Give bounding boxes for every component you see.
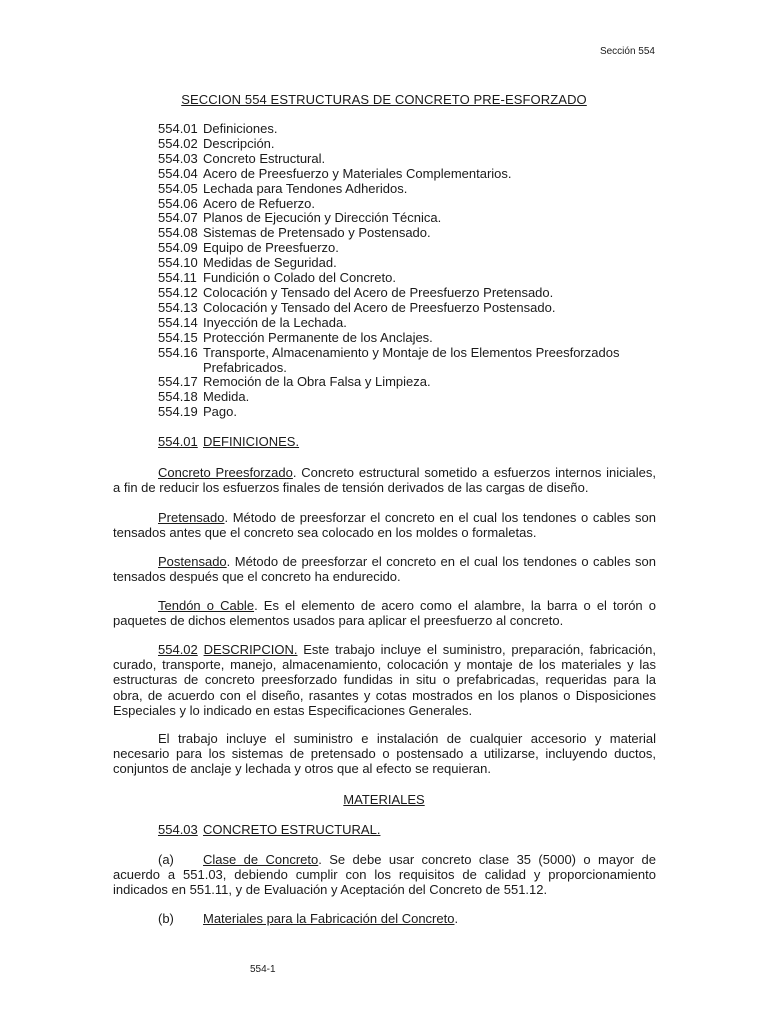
toc-number: 554.15	[158, 329, 198, 345]
definition-term: Pretensado	[158, 510, 225, 525]
section-number: 554.01	[158, 434, 198, 449]
toc-number: 554.08	[158, 225, 198, 241]
definition-term: Postensado	[158, 554, 227, 569]
definition-paragraph	[113, 465, 656, 495]
toc-number: 554.16	[158, 344, 198, 360]
toc-text: Acero de Refuerzo.	[203, 195, 316, 211]
definition-paragraph	[113, 510, 656, 540]
item-b-line	[158, 911, 458, 926]
toc-text: Planos de Ejecución y Dirección Técnica.	[203, 210, 442, 226]
definition-text: . Método de preesforzar el concreto en el cual los tendones o cables son tensados después que el concreto ha endurecido.	[113, 554, 656, 585]
toc-text: Equipo de Preesfuerzo.	[203, 240, 339, 256]
toc-number: 554.19	[158, 404, 198, 420]
toc-text: Sistemas de Pretensado y Postensado.	[203, 225, 431, 241]
page-number: 554-1	[250, 964, 276, 975]
toc-number: 554.06	[158, 195, 198, 211]
toc-text: Remoción de la Obra Falsa y Limpieza.	[203, 374, 431, 390]
item-a-paragraph	[113, 852, 656, 898]
table-of-contents	[158, 122, 658, 420]
section-title: CONCRETO ESTRUCTURAL.	[203, 822, 381, 837]
toc-item	[158, 122, 658, 137]
toc-item	[158, 256, 658, 271]
section-number: 554.02	[158, 642, 198, 657]
toc-text: Fundición o Colado del Concreto.	[203, 270, 396, 286]
toc-text: Concreto Estructural.	[203, 150, 326, 166]
section-number: 554.03	[158, 822, 198, 837]
definition-term: Tendón o Cable	[158, 598, 255, 613]
toc-number: 554.02	[158, 135, 198, 151]
toc-text: Inyección de la Lechada.	[203, 314, 347, 330]
definition-text: . Método de preesforzar el concreto en el cual los tendones o cables son tensados antes que el concreto sea colocado en los moldes o formaletas.	[113, 510, 656, 541]
toc-text: Colocación y Tensado del Acero de Preesfuerzo Pretensado.	[203, 284, 554, 300]
toc-number: 554.07	[158, 210, 198, 226]
definiciones-heading	[158, 434, 299, 449]
toc-number: 554.12	[158, 284, 198, 300]
toc-text: Transporte, Almacenamiento y Montaje de los Elementos Preesforzados Prefabricados.	[203, 344, 620, 375]
toc-number: 554.13	[158, 299, 198, 315]
toc-item	[158, 301, 658, 316]
toc-text: Pago.	[203, 404, 237, 420]
toc-text: Definiciones.	[203, 121, 278, 136]
item-term: Clase de Concreto	[203, 852, 319, 867]
section-header: Sección 554	[599, 46, 655, 57]
toc-number: 554.17	[158, 374, 198, 390]
item-term: Materiales para la Fabricación del Concreto	[203, 911, 455, 926]
item-text: . Se debe usar concreto clase 35 (5000) o mayor de acuerdo a 551.03, debiendo cumplir con los requisitos de calidad y proporcionamiento indicados en 551.11, y de Evaluación y Aceptación del Concreto de 551.12.	[113, 852, 656, 898]
toc-text: Acero de Preesfuerzo y Materiales Complementarios.	[203, 165, 512, 181]
descripcion-paragraph-2	[113, 731, 656, 777]
descripcion-text-2: El trabajo incluye el suministro e instalación de cualquier accesorio y material necesario para los sistemas de pretensado o postensado a utilizarse, incluyendo ductos, conjuntos de anclaje y lechada y otros que al efecto se requieran.	[113, 731, 656, 777]
toc-number: 554.09	[158, 240, 198, 256]
toc-item	[158, 211, 658, 226]
definition-text: . Concreto estructural sometido a esfuerzos internos iniciales, a fin de reducir los esfuerzos finales de tensión derivados de las cargas de diseño.	[113, 465, 656, 496]
toc-item	[158, 286, 658, 301]
toc-item	[158, 346, 658, 376]
toc-item	[158, 137, 658, 152]
definition-paragraph	[113, 598, 656, 628]
toc-number: 554.04	[158, 165, 198, 181]
toc-item	[158, 316, 658, 331]
descripcion-paragraph	[113, 642, 656, 718]
toc-number: 554.01	[158, 121, 198, 136]
toc-text: Medidas de Seguridad.	[203, 255, 337, 271]
toc-item	[158, 390, 658, 405]
item-tail: .	[454, 911, 459, 926]
toc-number: 554.05	[158, 180, 198, 196]
toc-number: 554.10	[158, 255, 198, 271]
toc-item	[158, 152, 658, 167]
toc-number: 554.18	[158, 389, 198, 405]
toc-item	[158, 167, 658, 182]
descripcion-text: Este trabajo incluye el suministro, preparación, fabricación, curado, transporte, manejo, almacenamiento, colocación y montaje de los materiales y las estructuras de concreto preesforzado fundidas in situ o prefabricadas, requeridas para la obra, de acuerdo con el diseño, rasantes y cotas mostrados en los planos o Disposiciones Especiales y lo indicado en estas Especificaciones Generales.	[113, 642, 656, 718]
item-letter: (a)	[158, 852, 174, 867]
page-title: SECCION 554 ESTRUCTURAS DE CONCRETO PRE-ESFORZADO	[181, 92, 587, 107]
toc-text: Protección Permanente de los Anclajes.	[203, 329, 433, 345]
toc-text: Lechada para Tendones Adheridos.	[203, 180, 408, 196]
toc-item	[158, 226, 658, 241]
toc-item	[158, 331, 658, 346]
toc-item	[158, 182, 658, 197]
toc-item	[158, 405, 658, 420]
toc-item	[158, 197, 658, 212]
section-title: DESCRIPCION.	[203, 642, 298, 657]
toc-item	[158, 241, 658, 256]
toc-number: 554.11	[158, 270, 197, 286]
section-title: DEFINICIONES.	[203, 434, 300, 449]
concreto-estructural-heading	[158, 822, 380, 837]
definition-text: . Es el elemento de acero como el alambre, la barra o el torón o paquetes de dichos elementos usados para aplicar el preesfuerzo al concreto.	[113, 598, 656, 629]
definition-term: Concreto Preesforzado	[158, 465, 293, 480]
toc-text: Descripción.	[203, 135, 275, 151]
toc-number: 554.03	[158, 150, 198, 166]
toc-item	[158, 375, 658, 390]
toc-text: Colocación y Tensado del Acero de Preesfuerzo Postensado.	[203, 299, 556, 315]
definition-paragraph	[113, 554, 656, 584]
materiales-heading: MATERIALES	[343, 792, 425, 807]
toc-text: Medida.	[203, 389, 250, 405]
toc-item	[158, 271, 658, 286]
item-letter: (b)	[158, 911, 174, 926]
toc-number: 554.14	[158, 314, 198, 330]
